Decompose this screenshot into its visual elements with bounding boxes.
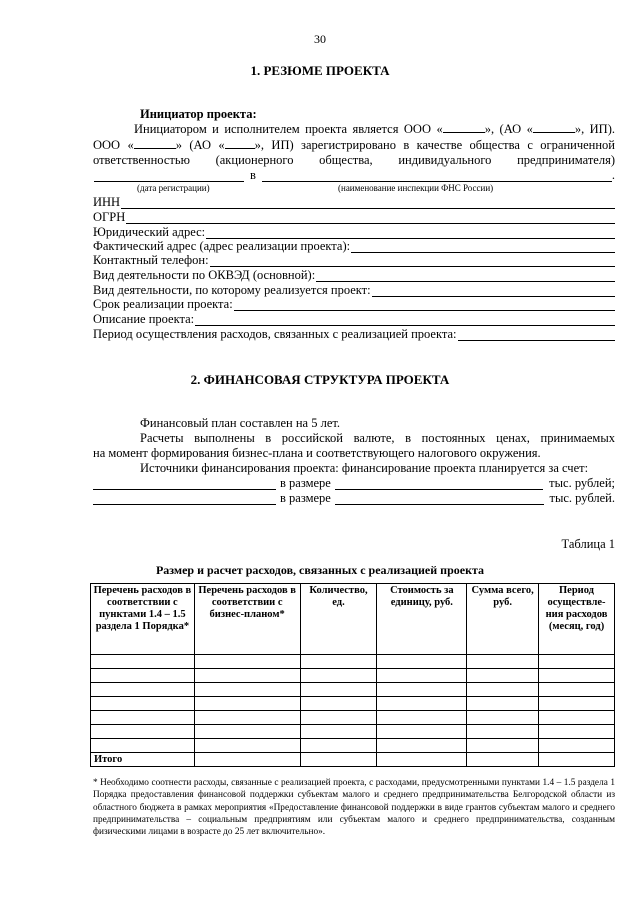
text-fragment: в размере: [280, 476, 331, 490]
table-row: [91, 697, 615, 711]
field-label: Фактический адрес (адрес реализации проекта):: [93, 239, 351, 253]
table-cell: [377, 697, 467, 711]
text-fragment: Инициатором и исполнителем проекта является ООО «: [134, 122, 443, 136]
table-cell: [467, 683, 539, 697]
table-cell: [91, 739, 195, 753]
field-blank: [351, 241, 615, 253]
table-cell: [377, 739, 467, 753]
table-cell: [300, 711, 377, 725]
field-project-activity: [93, 283, 615, 297]
table-total-row: [91, 753, 615, 767]
column-header: Перечень расходов в соответствии с бизнес-планом*: [194, 584, 300, 655]
expenses-table: [90, 583, 615, 767]
financing-source-row-1: [93, 476, 615, 490]
table-cell: [467, 711, 539, 725]
table-cell: [467, 725, 539, 739]
table-cell: [300, 655, 377, 669]
field-blank: [210, 255, 615, 267]
source-blank: [93, 478, 276, 490]
field-duration: [93, 297, 615, 311]
text-fragment: в: [250, 168, 256, 182]
blank-line: [134, 138, 176, 149]
field-label: Вид деятельности по ОКВЭД (основной):: [93, 268, 316, 282]
field-blank: [372, 285, 615, 297]
currency-line-2: на момент формирования бизнес-плана и соответствующего налогового окружения.: [93, 446, 541, 460]
table-cell: [300, 669, 377, 683]
field-label: Контактный телефон:: [93, 253, 209, 267]
table-row: [91, 655, 615, 669]
table-cell: [539, 683, 615, 697]
amount-blank: [335, 478, 543, 490]
field-phone: [93, 253, 615, 267]
currency-line-1: Расчеты выполнены в российской валюте, в постоянных ценах, принимаемых: [140, 431, 615, 445]
table-cell: [91, 655, 195, 669]
text-fragment: » (АО «: [175, 138, 225, 152]
table-cell: [300, 683, 377, 697]
table-cell: [91, 725, 195, 739]
table-cell: [194, 683, 300, 697]
table-cell: [194, 739, 300, 753]
field-expense-period: [93, 327, 615, 341]
field-label: Описание проекта:: [93, 312, 195, 326]
column-header: Период осуществле-ния расходов (месяц, год): [539, 584, 615, 655]
field-label: Вид деятельности, по которому реализуется проект:: [93, 283, 371, 297]
section2-title: 2. ФИНАНСОВАЯ СТРУКТУРА ПРОЕКТА: [190, 372, 450, 387]
field-label: Юридический адрес:: [93, 225, 206, 239]
field-actual-address: [93, 239, 615, 253]
table-cell: [467, 669, 539, 683]
inspection-blank: [262, 170, 612, 182]
table-cell: [539, 739, 615, 753]
table-row: [91, 725, 615, 739]
field-blank: [121, 197, 615, 209]
text-fragment: в размере: [280, 491, 331, 505]
table-cell: [300, 697, 377, 711]
table-cell: [539, 669, 615, 683]
column-header: Количество, ед.: [300, 584, 377, 655]
table-body: [91, 655, 615, 767]
table-cell: [194, 711, 300, 725]
field-label: Период осуществления расходов, связанных с реализацией проекта:: [93, 327, 457, 341]
table-cell: [91, 697, 195, 711]
financing-sources: Источники финансирования проекта: финансирование проекта планируется за счет:: [140, 461, 589, 475]
financing-source-row-2: [93, 491, 615, 505]
initiator-line-2: [93, 138, 615, 152]
initiator-heading: Инициатор проекта:: [140, 107, 257, 121]
caption-date: (дата регистрации): [137, 183, 210, 193]
table-row: [91, 711, 615, 725]
column-header: Стоимость за единицу, руб.: [377, 584, 467, 655]
table-cell: [377, 753, 467, 767]
text-fragment: .: [611, 168, 615, 182]
field-blank: [195, 314, 615, 326]
field-okved: [93, 268, 615, 282]
table-cell: [377, 725, 467, 739]
field-description: [93, 312, 615, 326]
financial-plan-text: Финансовый план составлен на 5 лет.: [140, 416, 341, 430]
total-label: Итого: [91, 753, 195, 767]
field-label: ИНН: [93, 195, 121, 209]
initiator-line-3: ответственностью (акционерного общества, индивидуального предпринимателя): [93, 153, 615, 167]
column-header: Перечень расходов в соответствии с пунктами 1.4 – 1.5 раздела 1 Порядка*: [91, 584, 195, 655]
field-label: Срок реализации проекта:: [93, 297, 233, 311]
table-cell: [91, 683, 195, 697]
text-fragment: », ИП).: [574, 122, 615, 136]
field-blank: [458, 329, 615, 341]
table-cell: [377, 669, 467, 683]
amount-blank: [335, 493, 544, 505]
table-header-row: [91, 584, 615, 655]
table-row: [91, 669, 615, 683]
blank-line: [225, 138, 255, 149]
table-cell: [194, 669, 300, 683]
section1-title: 1. РЕЗЮМЕ ПРОЕКТА: [250, 63, 390, 78]
table-caption: Размер и расчет расходов, связанных с реализацией проекта: [155, 563, 485, 577]
table-cell: [91, 711, 195, 725]
table-cell: [300, 753, 377, 767]
table-cell: [467, 753, 539, 767]
source-blank: [93, 493, 276, 505]
table-row: [91, 739, 615, 753]
table-cell: [194, 725, 300, 739]
registration-date-blank: [94, 170, 244, 182]
field-blank: [316, 270, 615, 282]
table-cell: [467, 655, 539, 669]
column-header: Сумма всего, руб.: [467, 584, 539, 655]
field-blank: [206, 227, 615, 239]
blank-line: [443, 122, 485, 133]
table-cell: [539, 697, 615, 711]
table-cell: [539, 655, 615, 669]
table-row: [91, 683, 615, 697]
table-cell: [467, 739, 539, 753]
text-fragment: тыс. рублей;: [549, 476, 615, 490]
page-number: 30: [314, 32, 326, 46]
field-label: ОГРН: [93, 210, 126, 224]
table-cell: [300, 725, 377, 739]
initiator-line-1: [134, 122, 615, 136]
field-blank: [234, 299, 615, 311]
table-cell: [539, 711, 615, 725]
text-fragment: », ИП) зарегистрировано в качестве общества с ограниченной: [254, 138, 615, 152]
table-cell: [300, 739, 377, 753]
text-fragment: », (АО «: [484, 122, 533, 136]
table-label: Таблица 1: [561, 537, 615, 551]
blank-line: [533, 122, 575, 133]
footnote: * Необходимо соотнести расходы, связанные с реализацией проекта, с расходами, предусмотренными пунктами 1.4 – 1.5 раздела 1 Порядка предоставления финансовой поддержки субъектам малого и среднего предпринимательства Белгородской области из областного бюджета в рамках мероприятия «Предоставление финансовой поддержки в виде грантов субъектам малого и среднего предпринимательства – социальным предприятиям или субъектам малого и среднего предпринимательства, созданным физическими лицами в возрасте до 25 лет включительно».: [93, 778, 615, 838]
table-cell: [539, 753, 615, 767]
table-cell: [377, 711, 467, 725]
table-cell: [194, 697, 300, 711]
table-cell: [194, 655, 300, 669]
field-blank: [126, 212, 615, 224]
table-cell: [467, 697, 539, 711]
table-cell: [377, 655, 467, 669]
table-cell: [91, 669, 195, 683]
caption-inspection: (наименование инспекции ФНС России): [338, 183, 494, 193]
table-cell: [539, 725, 615, 739]
field-inn: [93, 195, 615, 209]
field-legal-address: [93, 225, 615, 239]
field-ogrn: [93, 210, 615, 224]
registration-line: [93, 168, 615, 182]
text-fragment: тыс. рублей.: [549, 491, 615, 505]
text-fragment: ООО «: [93, 138, 134, 152]
table-cell: [377, 683, 467, 697]
table-cell: [194, 753, 300, 767]
